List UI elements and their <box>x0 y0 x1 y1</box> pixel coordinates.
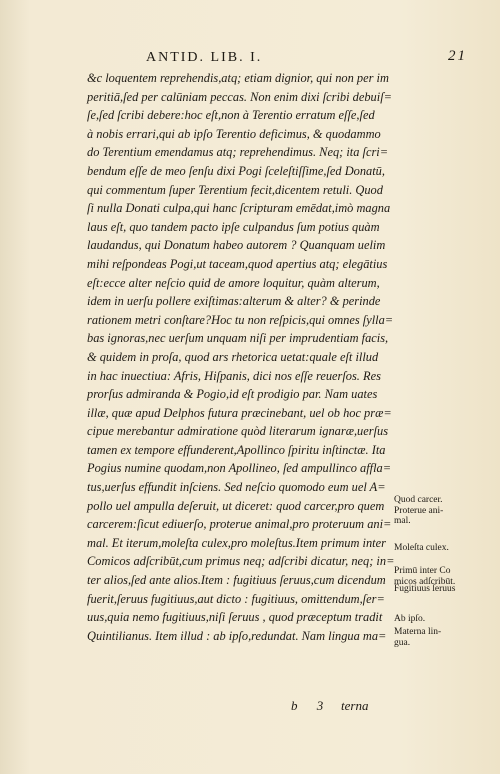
marginal-note-line: Proterue ani- <box>394 505 444 516</box>
marginal-note-line: Quod carcer. <box>394 495 443 505</box>
text-line: uus,quia nemo fugitiuus,niſi ſeruus , quod præceptum tradit <box>87 610 383 625</box>
text-line: illæ, quæ apud Delphos futura præcinebant, uel ob hoc præ= <box>87 405 392 420</box>
running-title: ANTID. LIB. I. <box>146 50 263 65</box>
text-line: tamen ex tempore effunderent,Apollinco ſpiritu inſtinctæ. Ita <box>87 442 386 457</box>
text-line: &c loquentem reprehendis,atq; etiam dignior, qui non per im <box>87 71 389 85</box>
text-line: prorſus admiranda & Pogio,id eſt prodigio par. Nam uates <box>87 387 378 402</box>
marginal-note-line: Fugitiuus ſeruus <box>394 584 456 594</box>
marginal-note <box>394 614 425 625</box>
text-line: Pogius numine quodam,non Apollineo, ſed ampullinco affla= <box>87 461 392 476</box>
text-line: eſt:ecce alter neſcio quid de amore loquitur, quàm alterum, <box>87 275 380 290</box>
text-line: peritiā,ſed per calūniam peccas. Non enim dixi ſcribi debuiſ= <box>87 89 392 104</box>
text-line: bas ignoras,nec uerſum unquam niſi per imprudentiam facis, <box>87 331 389 346</box>
text-line: ſe,ſed ſcribi debere:hoc eſt,non à Terentio erratum eſſe,ſed <box>87 108 375 123</box>
marginal-note-line: Ab ipſo. <box>394 614 426 624</box>
text-line: idem in uerſu pollere exiſtimas:alterum & alter? & perinde <box>87 294 381 309</box>
marginal-note-line: Moleſta culex. <box>394 543 449 553</box>
text-line: mihi reſpondeas Pogi,ut taceam,quod apertius atq; elegātius <box>87 256 388 271</box>
text-line: carcerem:ſicut ediuerſo, proterue animal,pro proteruum ani= <box>87 517 392 532</box>
signature-mark: b 3 <box>291 698 332 713</box>
text-line: ſi nulla Donati culpa,qui hanc ſcripturam emēdat,imò magna <box>87 201 391 216</box>
folio-number: 21 <box>448 48 467 64</box>
text-line: bendum eſſe de meo ſenſu dixi Pogi ſceleſtiſſime,ſed Donatū, <box>87 163 385 178</box>
marginal-note-line: Primū inter Co <box>394 566 451 576</box>
body-text <box>87 69 395 645</box>
marginal-note <box>394 627 441 648</box>
text-line: ter alios,ſed ante alios.Item : fugitiuus ſeruus,cum dicendum <box>87 573 386 588</box>
text-line: fuerit,ſeruus fugitiuus,aut dicto : fugitiuus, omittendum,ſer= <box>87 591 385 606</box>
marginal-note <box>394 495 443 527</box>
marginal-note-line: Materna lin- <box>394 627 442 637</box>
marginal-note-line: micos adſcribūt. <box>394 576 456 587</box>
text-line: do Terentium emendamus atq; reprehendimus. Neq; ita ſcri= <box>87 145 389 160</box>
text-line: à nobis errari,qui ab ipſo Terentio deficimus, & quodammo <box>87 126 381 141</box>
text-line: qui commentum ſuper Terentium fecit,dicentem retuli. Quod <box>87 182 383 197</box>
page-footer <box>0 698 500 718</box>
catchword: terna <box>341 698 369 713</box>
text-line: rationem metri conſtare?Hoc tu non reſpicis,qui omnes ſylla= <box>87 312 394 327</box>
marginal-note-line: mal. <box>394 516 411 526</box>
text-line: pollo uel ampulla deſeruit, ut diceret: quod carcer,pro quem <box>87 498 385 513</box>
text-line: tus,uerſus effundit inſciens. Sed neſcio quomodo eum uel A= <box>87 480 386 495</box>
text-line: Comicos adſcribūt,cum primus neq; adſcribi dicatur, neq; in= <box>87 554 395 569</box>
text-line: mal. Et iterum,moleſta culex,pro moleſtus.Item primum inter <box>87 535 386 550</box>
text-line: Quintilianus. Item illud : ab ipſo,redundat. Nam lingua ma= <box>87 628 387 643</box>
text-line: in hac inuectiua: Afris, Hiſpanis, dici nos eſſe reuerſos. Res <box>87 368 381 383</box>
text-line: laudandus, qui Donatum habeo autorem ? Quanquam uelim <box>87 238 386 253</box>
marginal-note <box>394 584 456 595</box>
marginal-note-line: gua. <box>394 637 411 648</box>
text-line: laus eſt, quo tandem pacto ipſe culpandus ſum potius quàm <box>87 219 380 234</box>
text-line: & quidem in proſa, quod ars rhetorica uetat:quale eſt illud <box>87 349 379 364</box>
text-line: cipue merebantur admiratione quòd literarum ignaræ,uerſus <box>87 424 389 439</box>
marginal-note <box>394 543 449 554</box>
